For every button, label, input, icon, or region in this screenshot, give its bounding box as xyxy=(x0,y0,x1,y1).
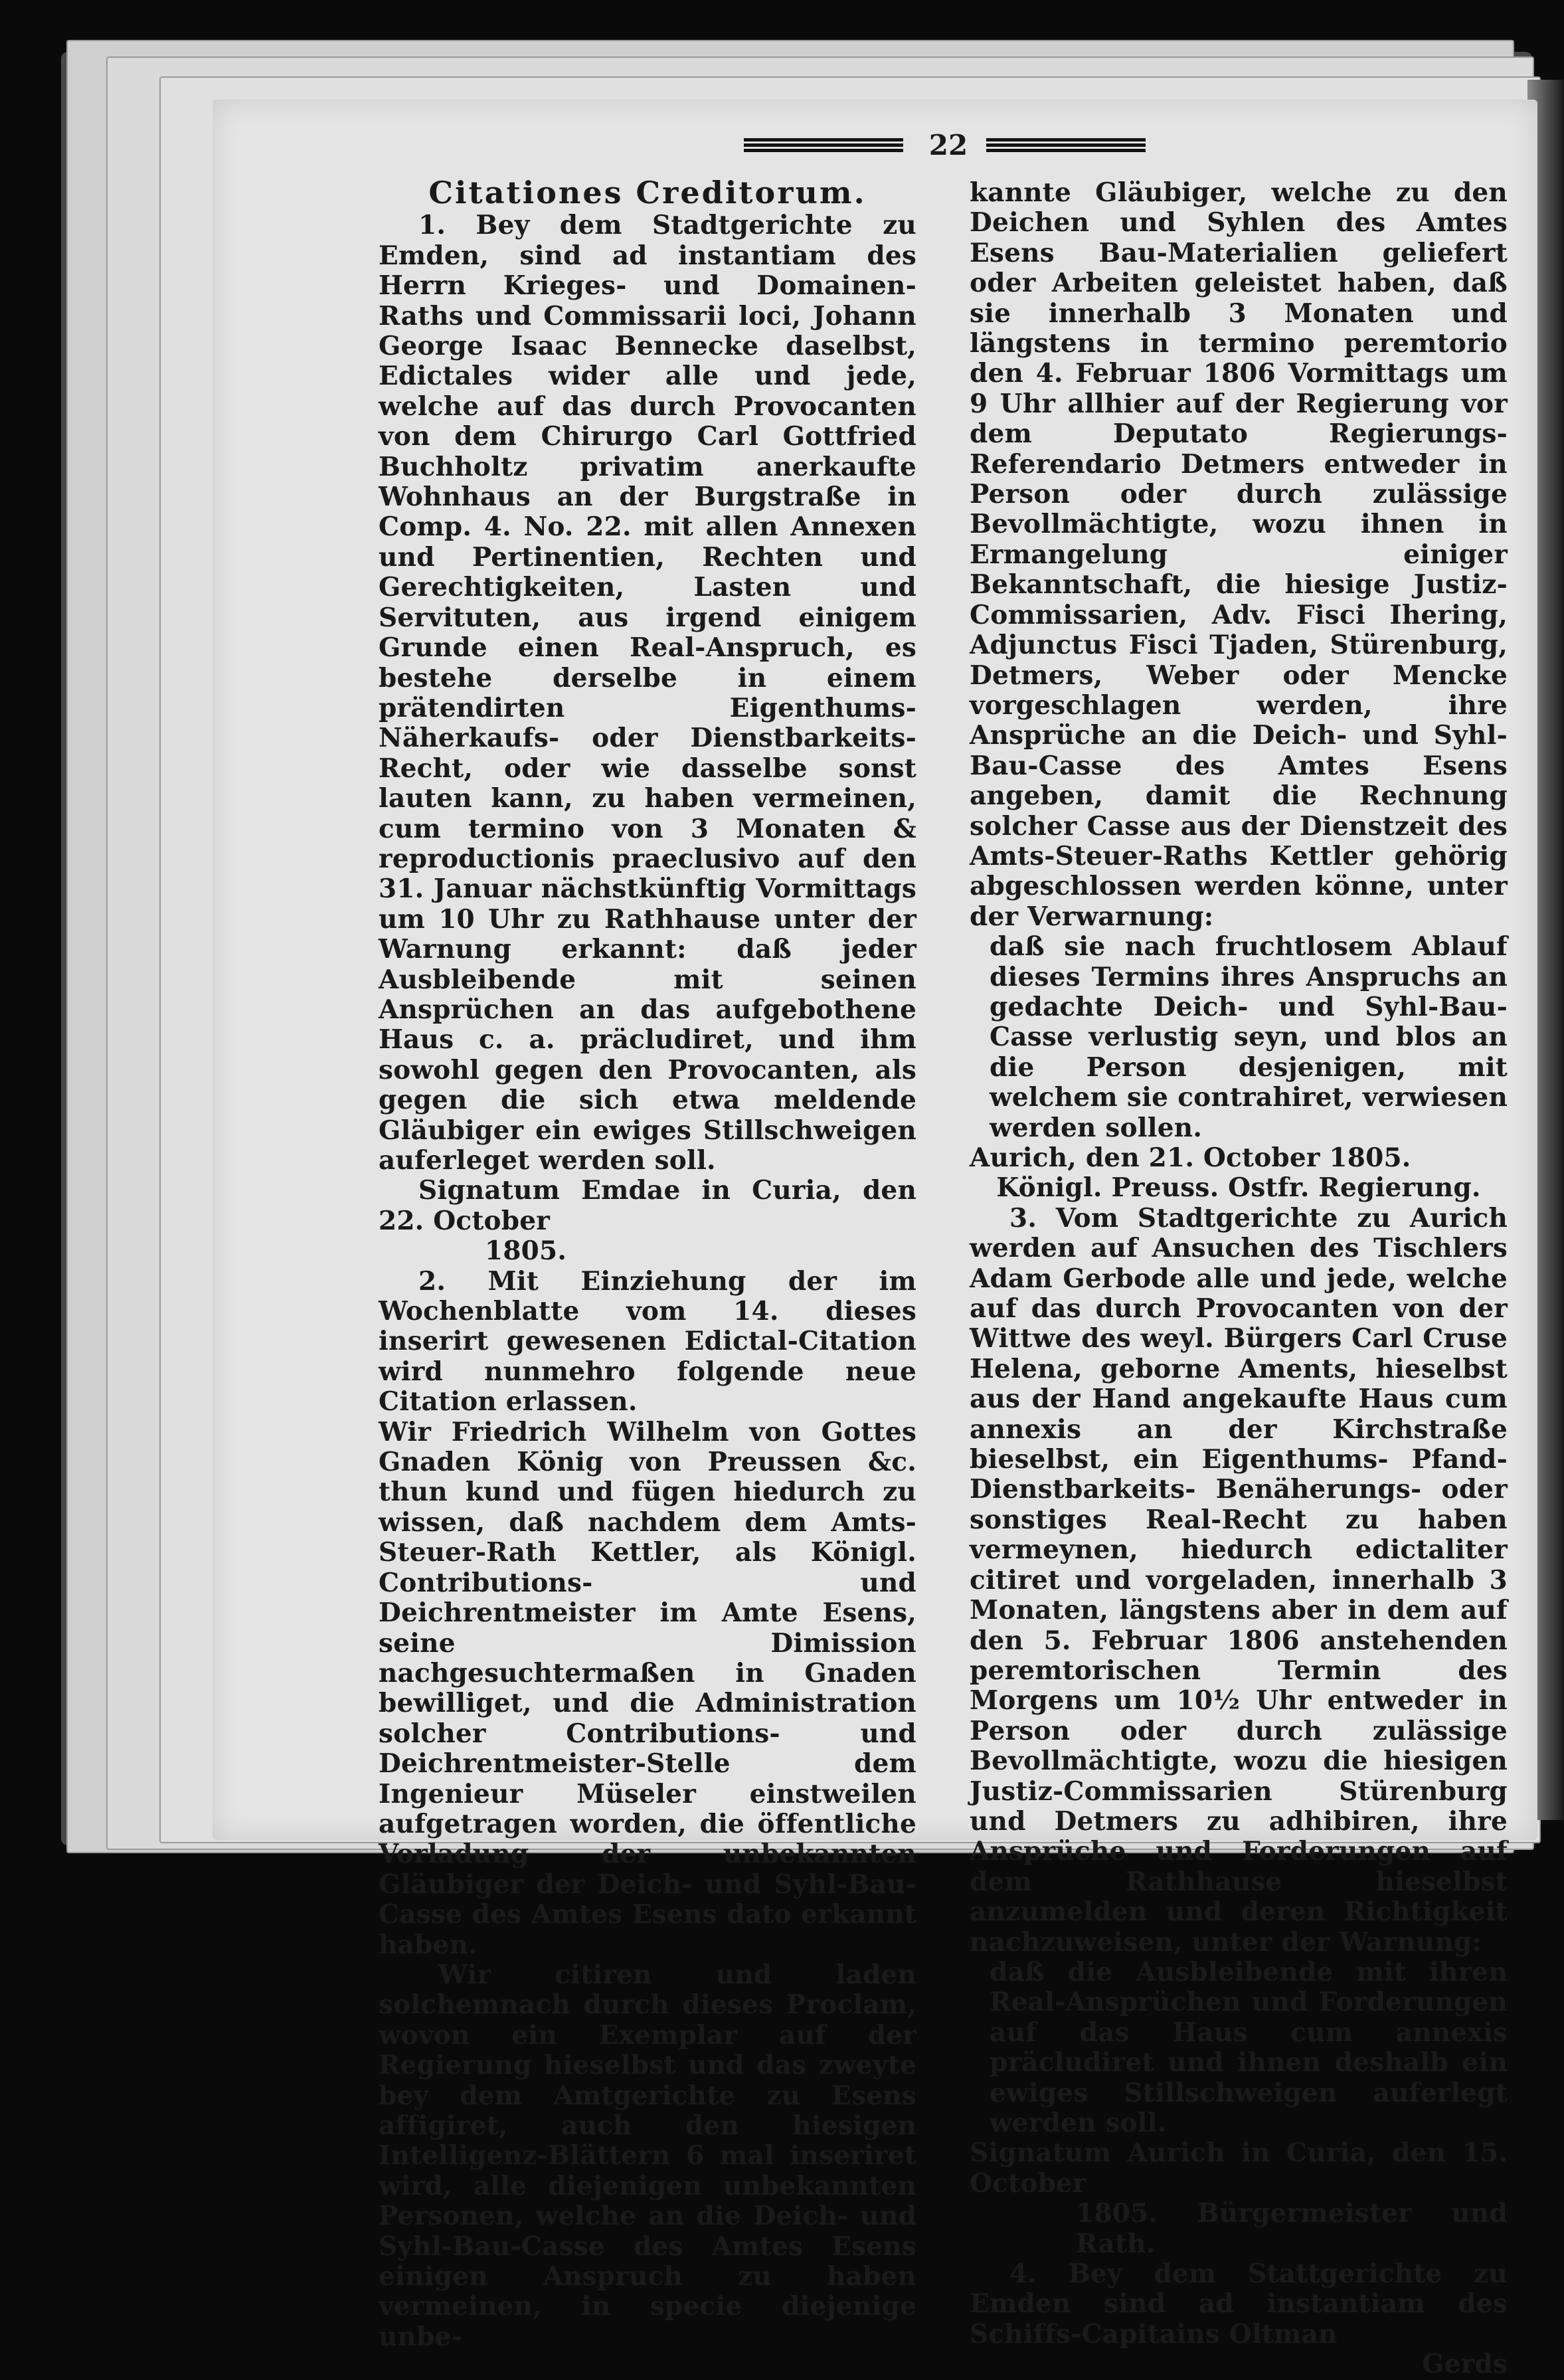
notice-paragraph: Wir citiren und laden solchemnach durch dieses Proclam, wovon ein Exemplar auf der Regierung hieselbst und das zweyte bey dem Amtgerichte zu Esens affigiret, auch den hiesigen Intelligenz-Blättern 6 mal inseriret wird, alle diejenigen unbekannten Personen, welche an die Deich- und Syhl-Bau-Casse des Amtes Esens einigen Anspruch zu haben vermeinen, in specie diejenige unbe- xyxy=(379,1959,916,2352)
notice-paragraph: 4. Bey dem Stattgerichte zu Emden sind ad instantiam des Schiffs-Capitains Oltman xyxy=(970,2258,1508,2349)
header-rule-left xyxy=(744,138,903,153)
signature-line: Signatum Aurich in Curia, den 15. October xyxy=(970,2138,1508,2199)
signature-line: Signatum Emdae in Curia, den 22. October xyxy=(379,1175,916,1236)
warning-block: daß sie nach fruchtlosem Ablauf dieses Termins ihres Anspruchs an gedachte Deich- und Syhl-Bau-Casse verlustig seyn, und blos an die Person desjenigen, mit welchem sie contrahiret, verwiesen werden sollen. xyxy=(990,931,1508,1143)
catchword: Gerds xyxy=(1422,2349,1508,2380)
issuer-line: Königl. Preuss. Ostfr. Regierung. xyxy=(996,1172,1481,1204)
date-line: 1805. xyxy=(485,1236,567,1267)
warning-block: daß die Ausbleibende mit ihren Real-Ansprüchen und Forderungen auf das Haus cum annexis präcludiret und ihnen deshalb ein ewiges Stillschweigen auferlegt werden soll. xyxy=(990,1956,1508,2138)
page-header xyxy=(213,129,1537,166)
notice-paragraph: 3. Vom Stadtgerichte zu Aurich werden auf Ansuchen des Tischlers Adam Gerbode alle und jede, welche auf das durch Provocanten von der Wittwe des weyl. Bürgers Carl Cruse Helena, geborne Aments, hieselbst aus der Hand angekaufte Haus cum annexis an der Kirchstraße bieselbst, ein Eigenthums- Pfand- Dienstbarkeits- Benäherungs- oder sonstiges Real-Recht zu haben vermeynen, hiedurch edictaliter citiret und vorgeladen, innerhalb 3 Monaten, längstens aber in dem auf den 5. Februar 1806 anstehenden peremtorischen Termin des Morgens um 10½ Uhr entweder in Person oder durch zulässige Bevollmächtigte, wozu die hiesigen Justiz-Commissarien Stürenburg und Detmers zu adhibiren, ihre Ansprüche und Forderungen auf dem Rathhause hieselbst anzumelden und deren Richtigkeit nachzuweisen, unter der Warnung: xyxy=(970,1202,1508,1958)
page-number: 22 xyxy=(928,129,968,161)
notice-paragraph: 1. Bey dem Stadtgerichte zu Emden, sind ad instantiam des Herrn Krieges- und Domainen-Raths und Commissarii loci, Johann George Isaac Bennecke daselbst, Edictales wider alle und jede, welche auf das durch Provocanten von dem Chirurgo Carl Gottfried Buchholtz privatim anerkaufte Wohnhaus an der Burgstraße in Comp. 4. No. 22. mit allen Annexen und Pertinentien, Rechten und Gerechtigkeiten, Lasten und Servituten, aus irgend einigem Grunde einen Real-Anspruch, es bestehe derselbe in einem prätendirten Eigenthums-Näherkaufs- oder Dienstbarkeits-Recht, oder wie dasselbe sonst lauten kann, zu haben vermeinen, cum termino von 3 Monaten & reproductionis praeclusivo auf den 31. Januar nächstkünftig Vormittags um 10 Uhr zu Rathhause unter der Warnung erkannt: daß jeder Ausbleibende mit seinen Ansprüchen an das aufgebothene Haus c. a. präcludiret, und ihm sowohl gegen den Provocanten, als gegen die sich etwa meldende Gläubiger ein ewiges Stillschweigen auferleget werden soll. xyxy=(379,210,916,1176)
notice-paragraph: kannte Gläubiger, welche zu den Deichen und Syhlen des Amtes Esens Bau-Materialien geliefert oder Arbeiten geleistet haben, daß sie innerhalb 3 Monaten und längstens in termino peremtorio den 4. Februar 1806 Vormittags um 9 Uhr allhier auf der Regierung vor dem Deputato Regierungs-Referendario Detmers entweder in Person oder durch zulässige Bevollmächtigte, wozu ihnen in Ermangelung einiger Bekanntschaft, die hiesige Justiz-Commissarien, Adv. Fisci Ihering, Adjunctus Fisci Tjaden, Stürenburg, Detmers, Weber oder Mencke vorgeschlagen werden, ihre Ansprüche an die Deich- und Syhl-Bau-Casse des Amtes Esens angeben, damit die Rechnung solcher Casse aus der Dienstzeit des Amts-Steuer-Raths Kettler gehörig abgeschlossen werden könne, unter der Verwarnung: xyxy=(970,177,1508,932)
header-rule-right xyxy=(986,138,1146,153)
document-page xyxy=(213,100,1537,2380)
notice-paragraph: 2. Mit Einziehung der im Wochenblatte vom 14. dieses inserirt gewesenen Edictal-Citation wird nunmehro folgende neue Citation erlassen. xyxy=(379,1265,916,1418)
section-title: Citationes Creditorum. xyxy=(428,175,867,211)
date-issuer-line: 1805. Bürgermeister und Rath. xyxy=(1076,2198,1508,2259)
left-column xyxy=(379,175,916,2352)
notice-paragraph: Wir Friedrich Wilhelm von Gottes Gnaden König von Preussen &c. thun kund und fügen hiedurch zu wissen, daß nachdem dem Amts-Steuer-Rath Kettler, als Königl. Contributions- und Deichrentmeister im Amte Esens, seine Dimission nachgesuchtermaßen in Gnaden bewilliget, und die Administration solcher Contributions- und Deichrentmeister-Stelle dem Ingenieur Müseler einstweilen aufgetragen worden, die öffentliche Vorladung der unbekannten Gläubiger der Deich- und Syhl-Bau-Casse des Amtes Esens dato erkannt haben. xyxy=(379,1416,916,1960)
right-column xyxy=(970,178,1508,2380)
place-date-line: Aurich, den 21. October 1805. xyxy=(970,1143,1411,1173)
